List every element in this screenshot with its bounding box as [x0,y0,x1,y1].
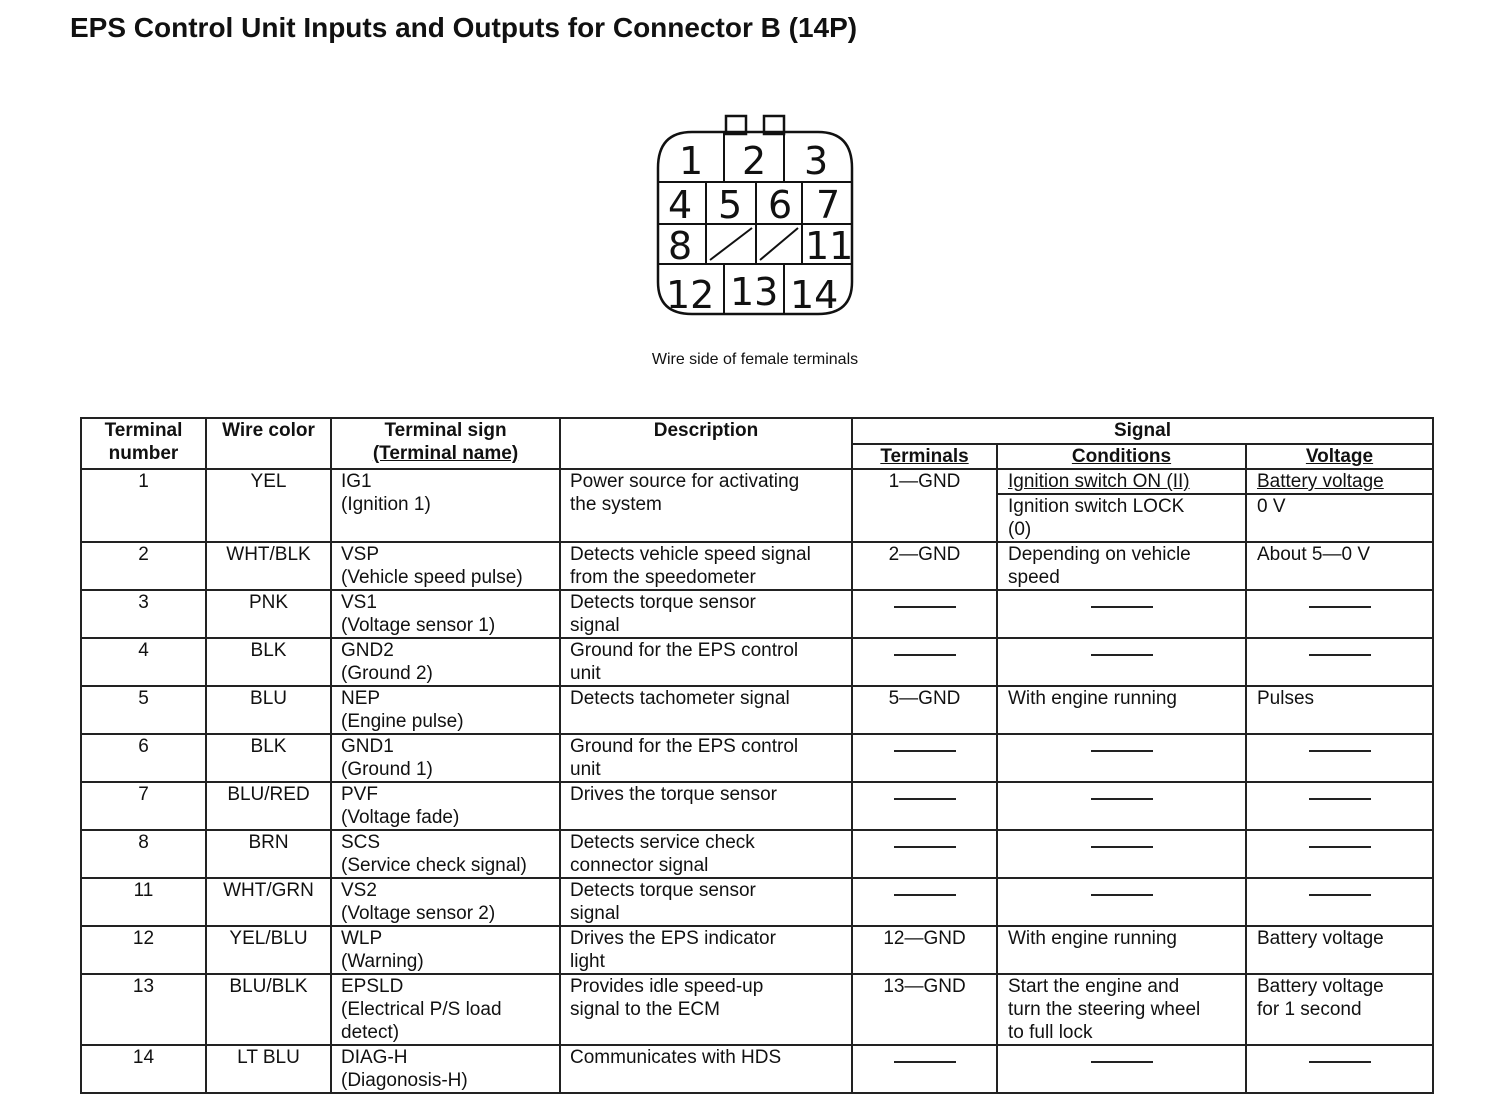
empty-dash [997,782,1246,830]
wire-color: PNK [206,590,331,638]
description: Ground for the EPS control unit [560,734,852,782]
description: Detects service check connector signal [560,830,852,878]
empty-dash [997,878,1246,926]
signal-conditions: Ignition switch LOCK (0) [997,494,1246,542]
pin-3-label: 3 [804,139,829,183]
signal-terminals: 12—GND [852,926,997,974]
description: Detects vehicle speed signal from the speedometer [560,542,852,590]
empty-dash [997,734,1246,782]
header-conditions: Conditions [997,444,1246,469]
terminal-number: 11 [81,878,206,926]
terminal-sign: VS1 (Voltage sensor 1) [331,590,560,638]
description: Drives the EPS indicator light [560,926,852,974]
pin-2-label: 2 [742,139,767,183]
header-terminal-number: Terminal number [81,418,206,469]
terminal-sign: DIAG-H (Diagonosis-H) [331,1045,560,1093]
empty-dash [852,734,997,782]
empty-dash [852,1045,997,1093]
terminal-sign: NEP (Engine pulse) [331,686,560,734]
header-terminals: Terminals [852,444,997,469]
wire-color: WHT/BLK [206,542,331,590]
empty-dash [1246,638,1433,686]
pin-7-label: 7 [816,183,841,227]
header-terminal-sign: Terminal sign (Terminal name) [331,418,560,469]
wire-color: BLU/RED [206,782,331,830]
signal-terminals: 1—GND [852,469,997,542]
empty-dash [1246,590,1433,638]
empty-dash [1246,878,1433,926]
terminal-number: 5 [81,686,206,734]
signal-voltage: Battery voltage for 1 second [1246,974,1433,1045]
header-wire-color: Wire color [206,418,331,469]
description: Detects tachometer signal [560,686,852,734]
signal-conditions: With engine running [997,686,1246,734]
header-voltage: Voltage [1246,444,1433,469]
terminal-sign: WLP (Warning) [331,926,560,974]
signal-conditions: Start the engine and turn the steering wheel to full lock [997,974,1246,1045]
page-title: EPS Control Unit Inputs and Outputs for Connector B (14P) [70,12,858,43]
terminal-number: 3 [81,590,206,638]
table-row [81,878,1433,926]
pin-1-label: 1 [679,139,704,183]
table-row [81,1045,1433,1093]
empty-dash [852,782,997,830]
empty-dash [997,590,1246,638]
table-row [81,590,1433,638]
signal-conditions: Ignition switch ON (II) [997,469,1246,494]
terminal-number: 8 [81,830,206,878]
pin-13-label: 13 [730,270,779,314]
pin-14-label: 14 [790,273,839,317]
description: Detects torque sensor signal [560,878,852,926]
wire-color: BLU [206,686,331,734]
signal-voltage: 0 V [1246,494,1433,542]
wire-color: YEL/BLU [206,926,331,974]
connector-outline-icon [652,110,858,322]
terminal-sign: SCS (Service check signal) [331,830,560,878]
empty-dash [997,638,1246,686]
terminal-sign: VS2 (Voltage sensor 2) [331,878,560,926]
signal-voltage: About 5—0 V [1246,542,1433,590]
wire-color: WHT/GRN [206,878,331,926]
wire-color: BLK [206,734,331,782]
wire-color: BLU/BLK [206,974,331,1045]
empty-dash [852,638,997,686]
signal-conditions: With engine running [997,926,1246,974]
empty-dash [1246,830,1433,878]
description: Communicates with HDS [560,1045,852,1093]
empty-dash [997,830,1246,878]
pin-11-label: 11 [805,224,854,268]
pin-6-label: 6 [768,183,793,227]
terminal-number: 13 [81,974,206,1045]
terminal-number: 2 [81,542,206,590]
table-row [81,734,1433,782]
io-table [80,417,1434,1094]
pin-12-label: 12 [666,273,715,317]
terminal-number: 4 [81,638,206,686]
terminal-number: 14 [81,1045,206,1093]
connector-caption: Wire side of female terminals [651,351,859,368]
empty-dash [997,1045,1246,1093]
signal-terminals: 2—GND [852,542,997,590]
terminal-number: 1 [81,469,206,542]
header-description: Description [560,418,852,469]
terminal-sign: IG1 (Ignition 1) [331,469,560,542]
pin-5-label: 5 [718,183,743,227]
terminal-sign: EPSLD (Electrical P/S load detect) [331,974,560,1045]
signal-conditions: Depending on vehicle speed [997,542,1246,590]
signal-terminals: 5—GND [852,686,997,734]
empty-dash [1246,782,1433,830]
empty-dash [852,590,997,638]
description: Drives the torque sensor [560,782,852,830]
wire-color: BRN [206,830,331,878]
empty-dash [852,830,997,878]
header-signal: Signal [852,418,1433,444]
table-row [81,926,1433,974]
table-row [81,469,1433,494]
signal-voltage: Pulses [1246,686,1433,734]
table-row [81,686,1433,734]
table-row [81,974,1433,1045]
description: Power source for activating the system [560,469,852,542]
description: Provides idle speed-up signal to the ECM [560,974,852,1045]
table-row [81,638,1433,686]
empty-dash [852,878,997,926]
wire-color: LT BLU [206,1045,331,1093]
description: Ground for the EPS control unit [560,638,852,686]
pin-4-label: 4 [668,183,693,227]
signal-voltage: Battery voltage [1246,926,1433,974]
table-row [81,782,1433,830]
empty-dash [1246,734,1433,782]
terminal-sign: GND1 (Ground 1) [331,734,560,782]
pin-8-label: 8 [668,224,693,268]
table-row [81,542,1433,590]
terminal-number: 12 [81,926,206,974]
connector-diagram [652,110,858,322]
terminal-number: 6 [81,734,206,782]
terminal-number: 7 [81,782,206,830]
description: Detects torque sensor signal [560,590,852,638]
empty-dash [1246,1045,1433,1093]
terminal-sign: PVF (Voltage fade) [331,782,560,830]
signal-terminals: 13—GND [852,974,997,1045]
table-row [81,830,1433,878]
terminal-sign: GND2 (Ground 2) [331,638,560,686]
wire-color: YEL [206,469,331,542]
signal-voltage: Battery voltage [1246,469,1433,494]
wire-color: BLK [206,638,331,686]
terminal-sign: VSP (Vehicle speed pulse) [331,542,560,590]
